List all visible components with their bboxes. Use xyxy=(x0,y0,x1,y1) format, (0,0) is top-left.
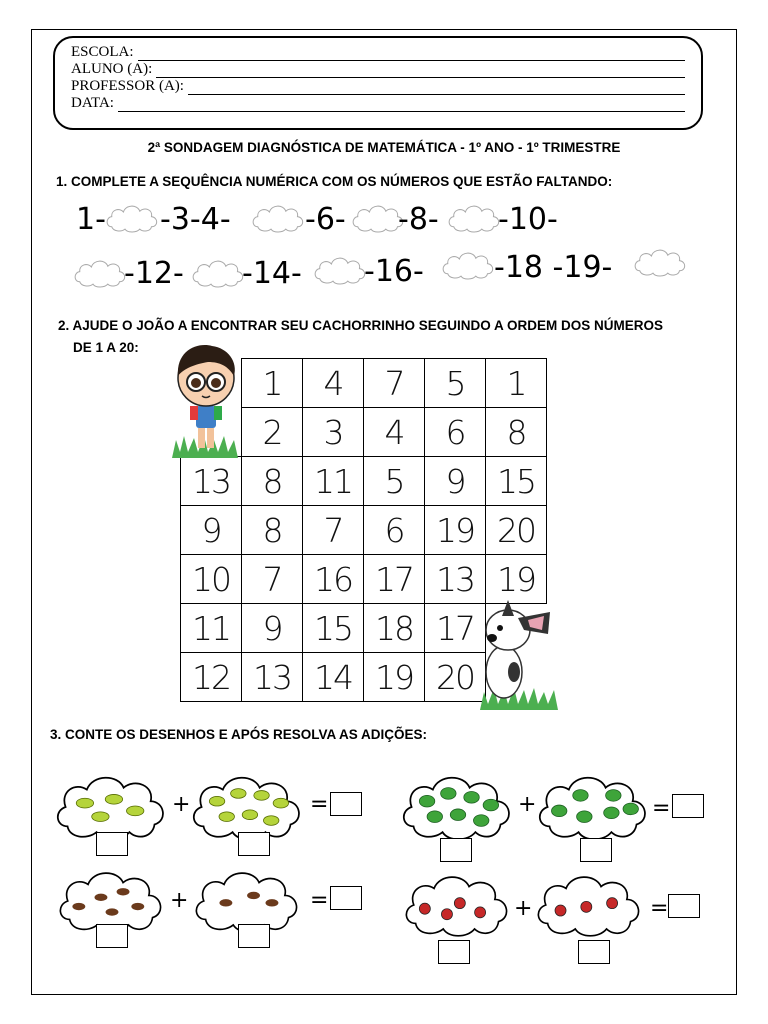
question-1-text: 1. COMPLETE A SEQUÊNCIA NUMÉRICA COM OS NÚMEROS QUE ESTÃO FALTANDO: xyxy=(56,174,613,189)
maze-cell[interactable]: 7 xyxy=(303,506,364,555)
maze-cell[interactable]: 6 xyxy=(364,506,425,555)
sequence-part: 1- xyxy=(76,202,106,237)
maze-cell[interactable]: 9 xyxy=(181,506,242,555)
counting-cloud-ladybugs xyxy=(532,870,648,940)
maze-cell[interactable]: 15 xyxy=(303,604,364,653)
answer-cloud[interactable] xyxy=(250,200,306,238)
sequence-part: -3-4- xyxy=(160,202,231,237)
equals-sign: = xyxy=(650,896,669,921)
answer-cloud[interactable] xyxy=(440,247,496,285)
date-field[interactable]: DATA: xyxy=(71,95,685,112)
maze-cell[interactable]: 11 xyxy=(303,457,364,506)
count-box[interactable] xyxy=(238,924,270,948)
maze-cell[interactable]: 18 xyxy=(364,604,425,653)
sum-answer-box[interactable] xyxy=(668,894,700,918)
sequence-part: -6- xyxy=(305,202,346,237)
maze-cell[interactable]: 11 xyxy=(181,604,242,653)
answer-cloud[interactable] xyxy=(104,200,160,238)
plus-sign: + xyxy=(172,792,191,817)
maze-cell[interactable]: 17 xyxy=(364,555,425,604)
count-box[interactable] xyxy=(96,832,128,856)
sequence-part: -12- xyxy=(124,256,184,291)
maze-cell[interactable]: 3 xyxy=(303,408,364,457)
maze-cell[interactable]: 12 xyxy=(181,653,242,702)
maze-cell[interactable]: 13 xyxy=(242,653,303,702)
maze-cell[interactable]: 16 xyxy=(303,555,364,604)
maze-cell[interactable]: 4 xyxy=(303,359,364,408)
answer-cloud[interactable] xyxy=(446,200,502,238)
plus-sign: + xyxy=(518,792,537,817)
count-box[interactable] xyxy=(438,940,470,964)
sequence-part: -16- xyxy=(364,254,424,289)
boy-illustration xyxy=(168,340,244,462)
sequence-part: -14- xyxy=(242,256,302,291)
answer-cloud[interactable] xyxy=(632,244,688,282)
maze-cell[interactable]: 19 xyxy=(486,555,547,604)
counting-cloud-ladybugs xyxy=(400,870,516,940)
maze-cell[interactable]: 2 xyxy=(242,408,303,457)
counting-cloud-frogs xyxy=(400,770,516,844)
equals-sign: = xyxy=(310,888,329,913)
maze-cell[interactable]: 8 xyxy=(242,457,303,506)
maze-cell[interactable]: 20 xyxy=(486,506,547,555)
maze-cell[interactable]: 13 xyxy=(181,457,242,506)
maze-cell[interactable]: 7 xyxy=(242,555,303,604)
sequence-part: -8- xyxy=(398,202,439,237)
teacher-field[interactable]: PROFESSOR (A): xyxy=(71,78,685,95)
maze-cell[interactable]: 5 xyxy=(364,457,425,506)
equals-sign: = xyxy=(310,792,329,817)
maze-cell[interactable]: 1 xyxy=(242,359,303,408)
answer-cloud[interactable] xyxy=(312,252,368,290)
maze-cell[interactable]: 5 xyxy=(425,359,486,408)
question-2-text-line2: DE 1 A 20: xyxy=(73,340,139,355)
count-box[interactable] xyxy=(440,838,472,862)
maze-cell[interactable]: 6 xyxy=(425,408,486,457)
sequence-part: -18 -19- xyxy=(494,250,613,285)
count-box[interactable] xyxy=(238,832,270,856)
sum-answer-box[interactable] xyxy=(330,792,362,816)
question-2-text: 2. AJUDE O JOÃO A ENCONTRAR SEU CACHORRINHO SEGUINDO A ORDEM DOS NÚMEROS xyxy=(58,318,664,333)
count-box[interactable] xyxy=(96,924,128,948)
maze-cell[interactable]: 20 xyxy=(425,653,486,702)
plus-sign: + xyxy=(514,896,533,921)
maze-cell[interactable]: 10 xyxy=(181,555,242,604)
count-box[interactable] xyxy=(580,838,612,862)
maze-cell[interactable]: 13 xyxy=(425,555,486,604)
maze-cell[interactable]: 8 xyxy=(486,408,547,457)
maze-cell[interactable]: 1 xyxy=(486,359,547,408)
maze-cell[interactable]: 9 xyxy=(425,457,486,506)
answer-cloud[interactable] xyxy=(72,255,128,293)
answer-cloud[interactable] xyxy=(190,255,246,293)
plus-sign: + xyxy=(170,888,189,913)
sum-answer-box[interactable] xyxy=(672,794,704,818)
sequence-part: -10- xyxy=(498,202,558,237)
maze-cell[interactable]: 14 xyxy=(303,653,364,702)
student-field[interactable]: ALUNO (A): xyxy=(71,61,685,78)
count-box[interactable] xyxy=(578,940,610,964)
sum-answer-box[interactable] xyxy=(330,886,362,910)
school-field[interactable]: ESCOLA: xyxy=(71,44,685,61)
question-3-text: 3. CONTE OS DESENHOS E APÓS RESOLVA AS ADIÇÕES: xyxy=(50,727,428,742)
worksheet-title: 2ª SONDAGEM DIAGNÓSTICA DE MATEMÁTICA - 1º ANO - 1º TRIMESTRE xyxy=(147,140,621,155)
maze-cell[interactable]: 4 xyxy=(364,408,425,457)
dog-illustration xyxy=(478,594,560,712)
maze-cell[interactable]: 17 xyxy=(425,604,486,653)
maze-cell[interactable]: 8 xyxy=(242,506,303,555)
student-info-box xyxy=(53,36,703,130)
maze-cell[interactable]: 7 xyxy=(364,359,425,408)
maze-cell[interactable]: 15 xyxy=(486,457,547,506)
equals-sign: = xyxy=(652,796,671,821)
counting-cloud-frogs xyxy=(536,770,652,844)
maze-cell[interactable]: 9 xyxy=(242,604,303,653)
maze-cell[interactable]: 19 xyxy=(364,653,425,702)
maze-cell[interactable]: 19 xyxy=(425,506,486,555)
